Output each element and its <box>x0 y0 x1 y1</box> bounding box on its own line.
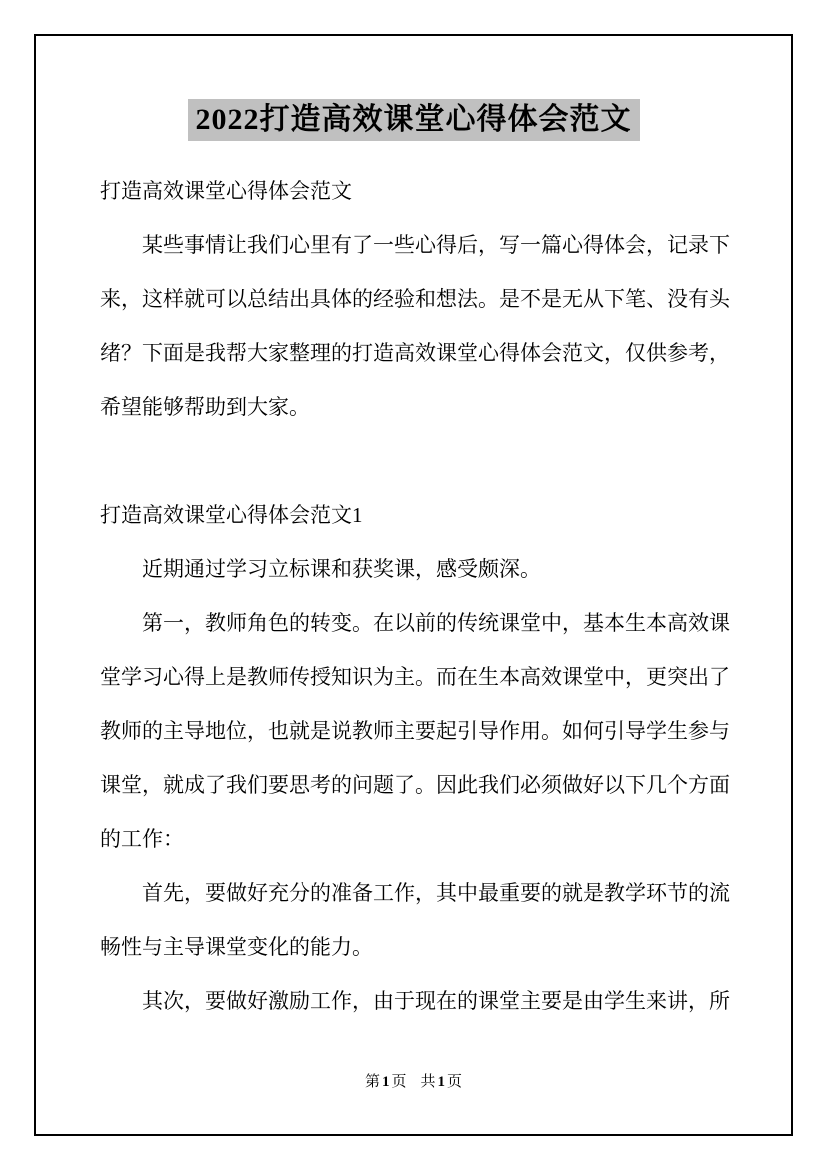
text-line: 教师的主导地位，也就是说教师主要起引导作用。如何引导学生参与 <box>100 719 730 743</box>
text-line: 希望能够帮助到大家。 <box>100 395 310 419</box>
text-line: 畅性与主导课堂变化的能力。 <box>100 935 373 959</box>
page-footer <box>36 1072 791 1092</box>
document-body <box>100 164 730 1028</box>
footer-current-unit: 页 <box>391 1074 407 1090</box>
text-line: 第一，教师角色的转变。在以前的传统课堂中，基本生本高效课 <box>142 611 730 635</box>
footer-current-page-number: 1 <box>381 1074 390 1090</box>
text-line: 近期通过学习立标课和获奖课，感受颇深。 <box>142 557 541 581</box>
page-border <box>34 34 793 1136</box>
text-line: 堂学习心得上是教师传授知识为主。而在生本高效课堂中，更突出了 <box>100 665 730 689</box>
text-line: 来，这样就可以总结出具体的经验和想法。是不是无从下笔、没有头 <box>100 287 730 311</box>
document-title: 2022打造高效课堂心得体会范文 <box>188 99 640 141</box>
text-line: 其次，要做好激励工作，由于现在的课堂主要是由学生来讲，所 <box>142 989 730 1013</box>
text-line: 课堂，就成了我们要思考的问题了。因此我们必须做好以下几个方面 <box>100 773 730 797</box>
document-title-row <box>36 99 791 141</box>
text-line: 绪？下面是我帮大家整理的打造高效课堂心得体会范文，仅供参考， <box>100 341 730 365</box>
blank-line <box>100 434 730 488</box>
text-line: 的工作： <box>100 827 184 851</box>
text-line: 某些事情让我们心里有了一些心得后，写一篇心得体会，记录下 <box>142 233 730 257</box>
text-line: 打造高效课堂心得体会范文 <box>100 179 352 203</box>
footer-total-unit: 页 <box>447 1074 463 1090</box>
text-line: 打造高效课堂心得体会范文1 <box>100 503 363 527</box>
footer-current-prefix: 第 <box>364 1074 380 1090</box>
footer-total-page-number: 1 <box>437 1074 446 1090</box>
footer-total-prefix: 共 <box>420 1074 436 1090</box>
text-line: 首先，要做好充分的准备工作，其中最重要的就是教学环节的流 <box>142 881 730 905</box>
